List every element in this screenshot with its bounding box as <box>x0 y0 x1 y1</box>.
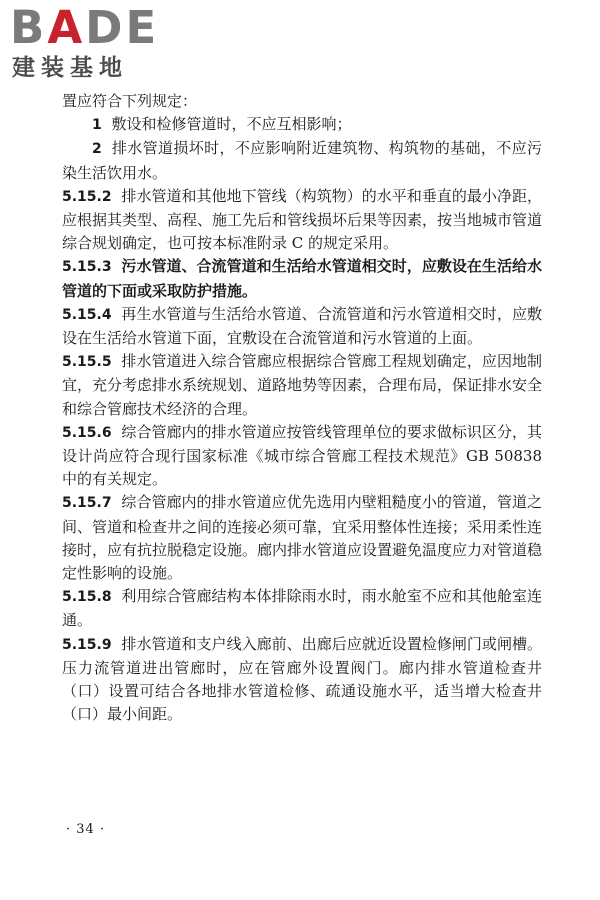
clause-paragraph <box>62 633 542 727</box>
item-number: 1 <box>92 117 102 134</box>
list-item <box>62 137 542 184</box>
clause-text: 污水管道、合流管道和生活给水管道相交时，应敷设在生活给水管道的下面或采取防护措施。 <box>62 257 542 300</box>
document-body <box>62 90 542 726</box>
clause-text: 综合管廊内的排水管道应按管线管理单位的要求做标识区分，其设计尚应符合现行国家标准《城市综合管廊工程技术规范》GB 50838 中的有关规定。 <box>62 422 542 489</box>
clause-text: 利用综合管廊结构本体排除雨水时，雨水舱室不应和其他舱室连通。 <box>62 587 542 630</box>
logo-letter-b: B <box>10 1 48 54</box>
logo-wordmark <box>10 1 160 54</box>
clause-number: 5.15.8 <box>62 589 112 606</box>
clause-number: 5.15.4 <box>62 306 112 323</box>
clause-number: 5.15.7 <box>62 495 112 512</box>
intro-paragraph: 置应符合下列规定： <box>62 92 198 110</box>
clause-paragraph-mandatory <box>62 255 542 302</box>
clause-paragraph <box>62 491 542 585</box>
clause-text: 排水管道和其他地下管线（构筑物）的水平和垂直的最小净距，应根据其类型、高程、施工先后和管线损坏后果等因素，按当地城市管道综合规划确定，也可按本标准附录 C 的规定采用。 <box>62 186 543 253</box>
clause-paragraph <box>62 421 542 492</box>
item-number: 2 <box>92 141 102 158</box>
clause-number: 5.15.9 <box>62 636 112 653</box>
list-item <box>62 113 542 137</box>
logo-letter-a: A <box>47 1 86 54</box>
logo-subtitle: 建装基地 <box>12 55 128 81</box>
clause-paragraph <box>62 303 542 350</box>
item-text: 排水管道损坏时，不应影响附近建筑物、构筑物的基础，不应污染生活饮用水。 <box>62 139 542 182</box>
bade-logo <box>10 1 180 84</box>
clause-text: 排水管道和支户线入廊前、出廊后应就近设置检修闸门或闸槽。压力流管道进出管廊时，应在管廊外设置阀门。廊内排水管道检查井（口）设置可结合各地排水管道检修、疏通设施水平，适当增大检查井（口）最小间距。 <box>62 634 542 724</box>
clause-number: 5.15.5 <box>62 354 112 371</box>
clause-number: 5.15.6 <box>62 424 112 441</box>
clause-paragraph <box>62 185 542 256</box>
clause-paragraph <box>62 350 542 421</box>
clause-number: 5.15.2 <box>62 188 112 205</box>
clause-text: 综合管廊内的排水管道应优先选用内壁粗糙度小的管道，管道之间、管道和检查井之间的连接必须可靠，宜采用整体性连接；采用柔性连接时，应有抗拉脱稳定设施。廊内排水管道应设置避免温度应力对管道稳定性影响的设施。 <box>62 493 543 583</box>
clause-text: 排水管道进入综合管廊应根据综合管廊工程规划确定，应因地制宜，充分考虑排水系统规划、道路地势等因素，合理布局，保证排水安全和综合管廊技术经济的合理。 <box>62 352 543 418</box>
clause-text: 再生水管道与生活给水管道、合流管道和污水管道相交时，应敷设在生活给水管道下面，宜敷设在合流管道和污水管道的上面。 <box>62 304 542 348</box>
clause-number: 5.15.3 <box>62 259 112 276</box>
logo-letters-de: DE <box>85 1 160 54</box>
item-text: 敷设和检修管道时，不应互相影响； <box>111 115 352 134</box>
clause-paragraph <box>62 585 542 632</box>
page-number: · 34 · <box>66 822 106 837</box>
